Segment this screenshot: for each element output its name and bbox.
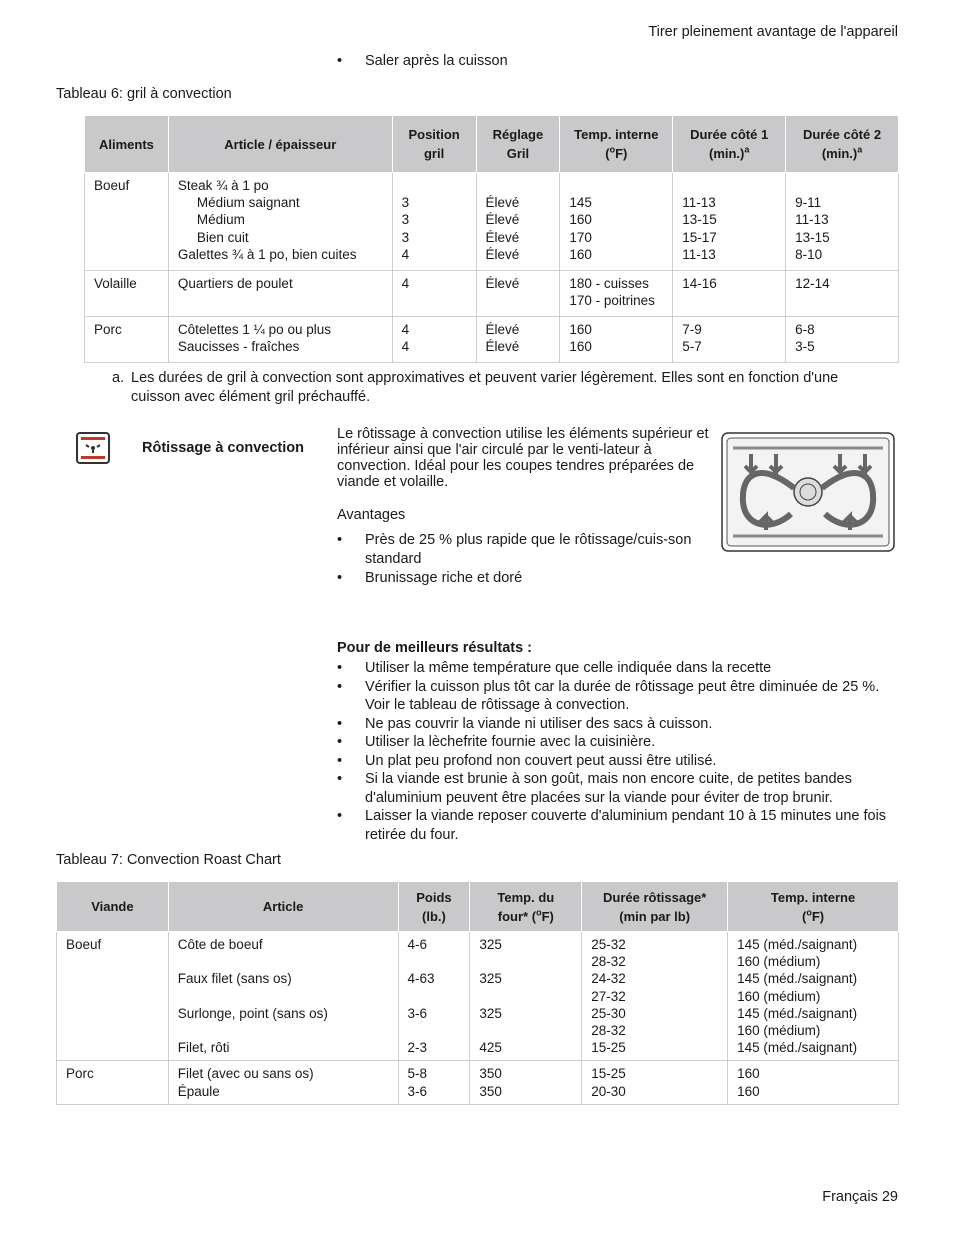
cell-duree-1: 11-13 13-15 15-17 11-13 [673, 173, 786, 271]
avantages-label: Avantages [337, 507, 406, 523]
cell-position: 4 [392, 271, 476, 317]
cell-reglage: Élevé Élevé Élevé Élevé [476, 173, 560, 271]
cell-aliment: Volaille [85, 271, 169, 317]
table6-grill [84, 115, 899, 363]
table-row [57, 932, 899, 1061]
header-temp-four: Temp. du four* ($^o$F) [470, 882, 582, 932]
table-row [85, 271, 899, 317]
results-title: Pour de meilleurs résultats : [337, 640, 533, 656]
cell-temp: 180 - cuisses 170 - poitrines [560, 271, 673, 317]
header-position: Position gril [392, 116, 476, 173]
header-reglage: Réglage Gril [476, 116, 560, 173]
running-header: Tirer pleinement avantage de l'appareil [648, 24, 898, 40]
section-intro: Le rôtissage à convection utilise les éléments supérieur et inférieur ainsi que l'air circulé par le venti-lateur à convection. Idéal pour les coupes tendres préparées de viande et volaille. [337, 426, 709, 490]
cell-position: 4 4 [392, 317, 476, 363]
list-item: • Ne pas couvrir la viande ni utiliser des sacs à cuisson. [337, 715, 713, 732]
table-row [85, 173, 899, 271]
cell-duree-2: 12-14 [786, 271, 899, 317]
list-item: • Utiliser la même température que celle indiquée dans la recette [337, 660, 772, 676]
list-item: • Utiliser la lèchefrite fournie avec la cuisinière. [337, 734, 656, 750]
cell-reglage: Élevé Élevé [476, 317, 560, 363]
list-item: • Vérifier la cuisson plus tôt car la durée de rôtissage peut être diminuée de 25 %. Voir le tableau de rôtissage à convection. [337, 678, 880, 713]
cell-temp: 160 160 [560, 317, 673, 363]
table-row [85, 317, 899, 363]
cell-poids: 5-8 3-6 [398, 1061, 470, 1104]
section-title: Rôtissage à convection [142, 440, 304, 456]
table6-footnote [112, 369, 872, 407]
results-list [337, 659, 902, 844]
table7-roast [56, 881, 899, 1105]
cell-viande: Boeuf [57, 932, 169, 1061]
cell-article: Filet (avec ou sans os) Épaule [168, 1061, 398, 1104]
cell-aliment: Porc [85, 317, 169, 363]
cell-temp-four: 325 325 325 425 [470, 932, 582, 1061]
list-item: • Si la viande est brunie à son goût, mais non encore cuite, de petites bandes d'aluminium peuvent être placées sur la viande pour éviter de trop brunir. [337, 771, 852, 806]
cell-duree-1: 7-9 5-7 [673, 317, 786, 363]
cell-duree: 25-32 28-32 24-32 27-32 25-30 28-32 15-25 [582, 932, 728, 1061]
list-item: • Un plat peu profond non couvert peut aussi être utilisé. [337, 752, 717, 769]
cell-article: Côte de boeuf Faux filet (sans os) Surlonge, point (sans os) Filet, rôti [168, 932, 398, 1061]
header-article: Article / épaisseur [168, 116, 392, 173]
cell-reglage: Élevé [476, 271, 560, 317]
cell-article: Steak ¾ à 1 po Médium saignant Médium Bien cuit Galettes ¾ à 1 po, bien cuites [168, 173, 392, 271]
cell-duree-1: 14-16 [673, 271, 786, 317]
table6-header-row [85, 116, 899, 173]
list-item: • Brunissage riche et doré [337, 570, 523, 586]
header-viande: Viande [57, 882, 169, 932]
header-article: Article [168, 882, 398, 932]
avantages-list [337, 531, 697, 588]
cell-poids: 4-6 4-63 3-6 2-3 [398, 932, 470, 1061]
cell-position: 3 3 3 4 [392, 173, 476, 271]
cell-temp-interne: 145 (méd./saignant) 160 (médium) 145 (méd./saignant) 160 (médium) 145 (méd./saignant) 160 (médium) 145 (méd./saignant) [728, 932, 899, 1061]
list-item: • Laisser la viande reposer couverte d'aluminium pendant 10 à 15 minutes une fois retirée du four. [337, 808, 887, 843]
cell-duree-2: 6-8 3-5 [786, 317, 899, 363]
cell-temp-four: 350 350 [470, 1061, 582, 1104]
table-row [57, 1061, 899, 1104]
table7-caption: Tableau 7: Convection Roast Chart [56, 852, 281, 868]
header-temp-interne: Temp. interne ($^o$F) [560, 116, 673, 173]
bullet-dot: • [337, 53, 343, 69]
cell-duree-2: 9-11 11-13 13-15 8-10 [786, 173, 899, 271]
top-bullet-text: Saler après la cuisson [365, 53, 508, 69]
page-number: Français 29 [822, 1189, 898, 1205]
cell-viande: Porc [57, 1061, 169, 1104]
top-bullet [337, 52, 508, 71]
convection-airflow-diagram [721, 432, 895, 552]
header-poids: Poids (lb.) [398, 882, 470, 932]
convection-roast-icon [76, 432, 110, 464]
cell-article: Côtelettes 1 ¼ po ou plus Saucisses - fraîches [168, 317, 392, 363]
table6-caption: Tableau 6: gril à convection [56, 86, 232, 102]
footnote-text: Les durées de gril à convection sont approximatives et peuvent varier légèrement. Elles sont en fonction d'une cuisson avec élément gril préchauffé. [131, 370, 839, 405]
footnote-letter: a. [112, 370, 125, 386]
cell-duree: 15-25 20-30 [582, 1061, 728, 1104]
header-duree-cote-1: Durée côté 1 $(\min.)^a$ [673, 116, 786, 173]
cell-article: Quartiers de poulet [168, 271, 392, 317]
header-temp-interne: Temp. interne ($^o$F) [728, 882, 899, 932]
cell-temp-interne: 160 160 [728, 1061, 899, 1104]
header-duree-rotissage: Durée rôtissage* (min par lb) [582, 882, 728, 932]
table7-header-row [57, 882, 899, 932]
cell-temp: 145 160 170 160 [560, 173, 673, 271]
list-item: • Près de 25 % plus rapide que le rôtissage/cuis-son standard [337, 532, 692, 567]
header-aliments: Aliments [85, 116, 169, 173]
cell-aliment: Boeuf [85, 173, 169, 271]
header-duree-cote-2: Durée côté 2 $(\min.)^a$ [786, 116, 899, 173]
